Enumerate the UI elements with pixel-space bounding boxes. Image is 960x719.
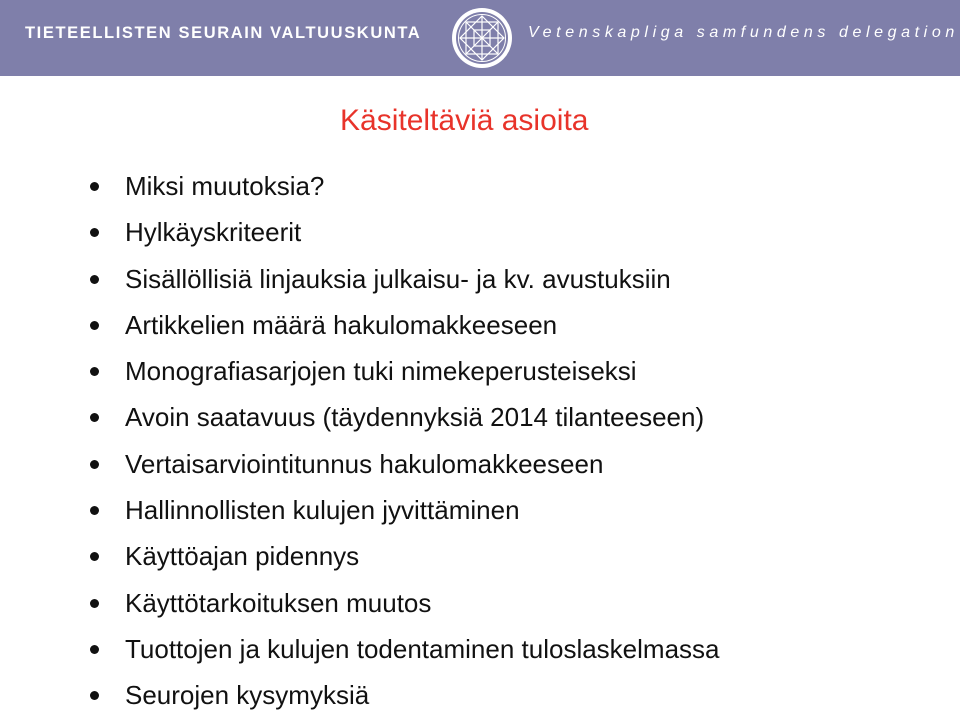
header-banner	[0, 0, 960, 76]
bullet-dot-icon	[90, 413, 99, 422]
bullet-dot-icon	[90, 275, 99, 284]
bullet-text: Sisällöllisiä linjauksia julkaisu- ja kv. avustuksiin	[125, 263, 671, 294]
tsv-emblem-icon	[450, 6, 514, 70]
bullet-dot-icon	[90, 645, 99, 654]
bullet-text: Käyttöajan pidennys	[125, 541, 360, 572]
bullet-dot-icon	[90, 691, 99, 700]
bullet-dot-icon	[90, 460, 99, 469]
bullet-text: Miksi muutoksia?	[125, 171, 325, 201]
bullet-text: Seurojen kysymyksiä	[125, 680, 370, 711]
org-name-swedish: Vetenskapliga samfundens delegation	[528, 24, 959, 41]
bullet-dot-icon	[90, 367, 99, 376]
slide-title: Käsiteltäviä asioita	[340, 104, 589, 137]
bullet-text: Hylkäyskriteerit	[125, 217, 302, 248]
bullet-dot-icon	[90, 506, 99, 515]
bullet-text: Käyttötarkoituksen muutos	[125, 587, 432, 618]
bullet-dot-icon	[90, 182, 99, 191]
bullet-text: Tuottojen ja kulujen todentaminen tuloslaskelmassa	[125, 633, 720, 664]
bullet-dot-icon	[90, 321, 99, 330]
bullet-text: Avoin saatavuus (täydennyksiä 2014 tilanteeseen)	[125, 402, 705, 433]
bullet-text: Hallinnollisten kulujen jyvittäminen	[125, 495, 520, 526]
bullet-text: Monografiasarjojen tuki nimekeperusteiseksi	[125, 356, 637, 387]
org-name-finnish: TIETEELLISTEN SEURAIN VALTUUSKUNTA	[25, 24, 422, 42]
bullet-dot-icon	[90, 599, 99, 608]
bullet-dot-icon	[90, 228, 99, 237]
bullet-dot-icon	[90, 552, 99, 561]
bullet-text: Vertaisarviointitunnus hakulomakkeeseen	[125, 448, 604, 479]
bullet-text: Artikkelien määrä hakulomakkeeseen	[125, 309, 558, 340]
